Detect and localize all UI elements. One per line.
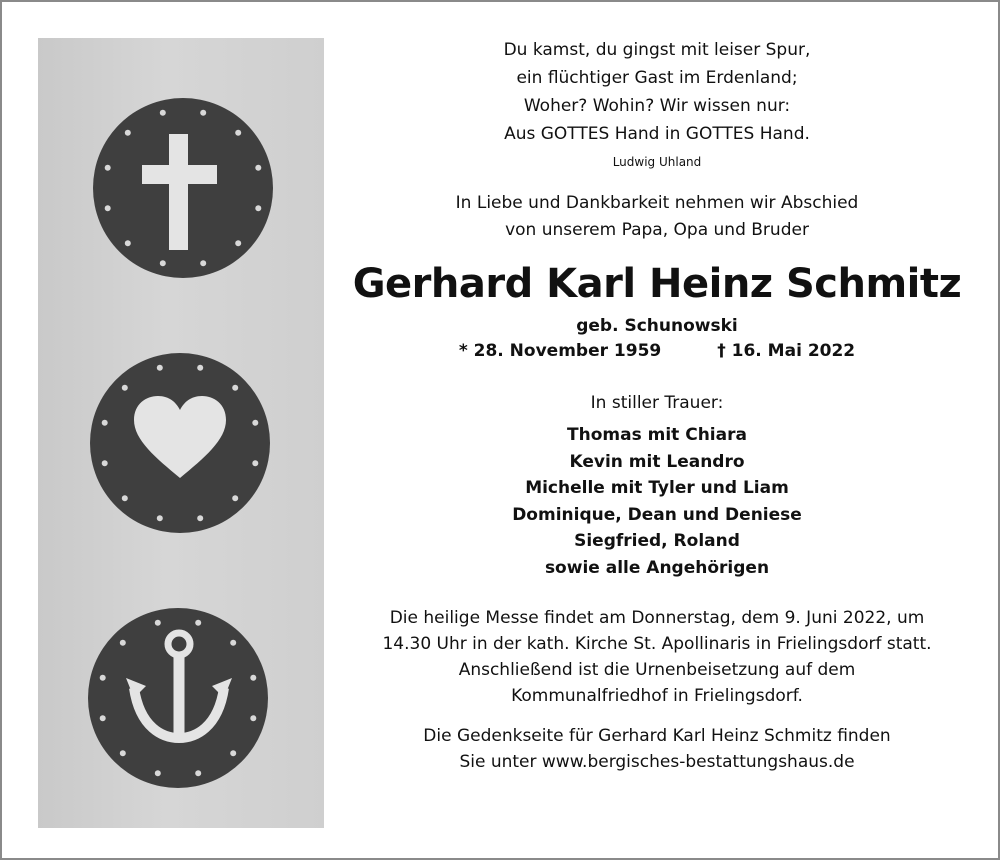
mourners-list (342, 422, 972, 581)
farewell-intro (342, 190, 972, 244)
decorative-dot (197, 515, 203, 521)
decorative-dot (160, 110, 166, 116)
decorative-dot (160, 260, 166, 266)
decorative-dot (255, 205, 261, 211)
memorial-page-note (342, 723, 972, 775)
service-line: 14.30 Uhr in der kath. Kirche St. Apollinaris in Frielingsdorf statt. (382, 634, 932, 654)
mourning-heading: In stiller Trauer: (590, 393, 724, 413)
decorative-dot (102, 420, 108, 426)
service-line: Die heilige Messe findet am Donnerstag, dem 9. Juni 2022, um (389, 608, 925, 628)
intro-line: von unserem Papa, Opa und Bruder (505, 220, 809, 240)
death-date: † 16. Mai 2022 (717, 341, 856, 361)
decorative-dot (105, 205, 111, 211)
decorative-dot (122, 495, 128, 501)
decorative-dot (232, 385, 238, 391)
decorative-dot (252, 460, 258, 466)
decorative-dot (105, 165, 111, 171)
decorative-dot (122, 385, 128, 391)
mourner-name: sowie alle Angehörigen (544, 557, 770, 578)
decorative-dot (155, 770, 161, 776)
service-line: Anschließend ist die Urnenbeisetzung auf dem (458, 660, 856, 680)
anchor-medallion (88, 608, 268, 788)
decorative-dot (200, 260, 206, 266)
decorative-dot (195, 770, 201, 776)
memorial-line: Die Gedenkseite für Gerhard Karl Heinz Schmitz finden (423, 726, 891, 746)
decorative-dot (200, 110, 206, 116)
decorative-dot (157, 515, 163, 521)
mourner-name: Kevin mit Leandro (569, 451, 745, 472)
decorative-dot (235, 240, 241, 246)
poem-line: Woher? Wohin? Wir wissen nur: (523, 96, 791, 116)
decorative-dot (120, 640, 126, 646)
decorative-dot (102, 460, 108, 466)
poem (342, 36, 972, 148)
decorative-dot (255, 165, 261, 171)
symbol-panel-graphic (38, 38, 324, 828)
intro-line: In Liebe und Dankbarkeit nehmen wir Abschied (455, 193, 859, 213)
decorative-dot (155, 620, 161, 626)
decorative-dot (125, 240, 131, 246)
decorative-dot (250, 675, 256, 681)
born-name: geb. Schunowski (576, 316, 738, 336)
decorative-dot (100, 675, 106, 681)
cross-medallion (93, 98, 273, 278)
poem-author: Ludwig Uhland (612, 155, 702, 169)
life-dates (342, 338, 972, 364)
decorative-dot (157, 365, 163, 371)
mourner-name: Michelle mit Tyler und Liam (525, 478, 789, 498)
decorative-dot (252, 420, 258, 426)
decorative-dot (230, 750, 236, 756)
decorative-dot (197, 365, 203, 371)
symbol-panel (38, 38, 324, 828)
mourner-name: Siegfried, Roland (574, 531, 740, 551)
decorative-dot (125, 130, 131, 136)
decorative-dot (195, 620, 201, 626)
deceased-name: Gerhard Karl Heinz Schmitz (352, 261, 962, 307)
decorative-dot (100, 715, 106, 721)
poem-line: ein flüchtiger Gast im Erdenland; (516, 68, 798, 88)
decorative-dot (230, 640, 236, 646)
obituary-text (342, 36, 972, 775)
memorial-line: Sie unter www.bergisches-bestattungshaus.de (459, 752, 855, 772)
poem-line: Du kamst, du gingst mit leiser Spur, (503, 40, 811, 60)
decorative-dot (120, 750, 126, 756)
poem-line: Aus GOTTES Hand in GOTTES Hand. (504, 124, 810, 144)
heart-medallion (90, 353, 270, 533)
birth-date: * 28. November 1959 (458, 341, 662, 361)
mourner-name: Dominique, Dean und Deniese (512, 504, 802, 525)
service-line: Kommunalfriedhof in Frielingsdorf. (511, 686, 803, 706)
decorative-dot (235, 130, 241, 136)
decorative-dot (232, 495, 238, 501)
decorative-dot (250, 715, 256, 721)
service-details (342, 605, 972, 709)
mourner-name: Thomas mit Chiara (567, 425, 747, 445)
